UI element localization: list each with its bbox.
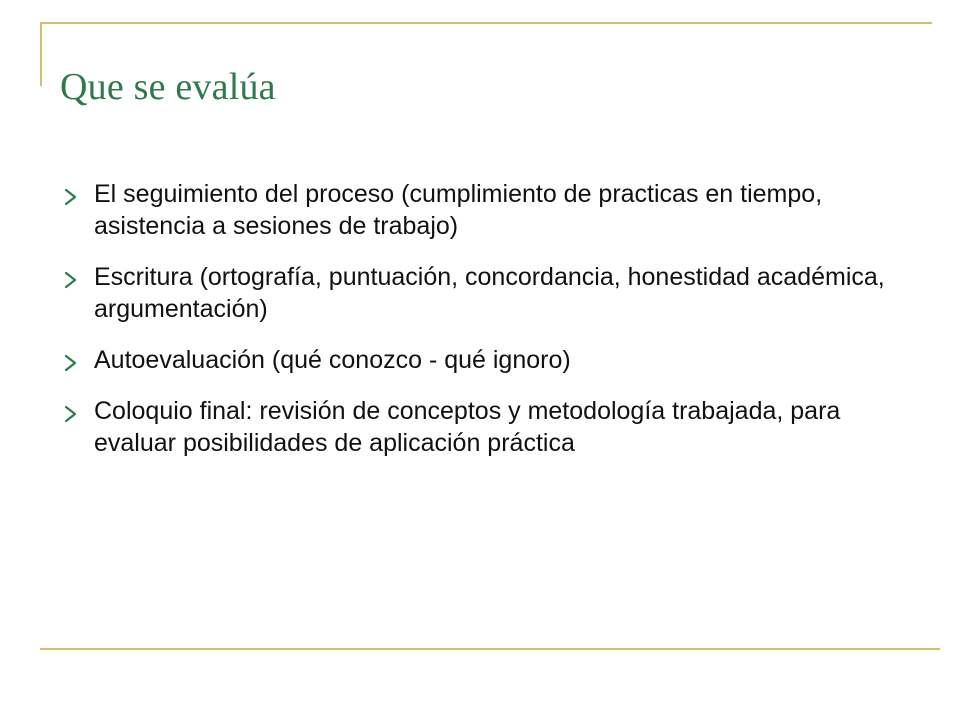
slide-title: Que se evalúa — [60, 66, 276, 108]
bullet-text: Escritura (ortografía, puntuación, concordancia, honestidad académica, argumentación) — [94, 263, 885, 323]
bullet-item — [62, 395, 912, 459]
bullet-item — [62, 178, 912, 242]
bottom-rule — [40, 648, 940, 650]
bullet-text: Autoevaluación (qué conozco - qué ignoro) — [94, 346, 571, 374]
arrow-right-icon — [62, 405, 80, 423]
left-rule — [40, 22, 42, 86]
top-rule — [40, 22, 932, 24]
arrow-right-icon — [62, 271, 80, 289]
bullet-text: El seguimiento del proceso (cumplimiento de practicas en tiempo, asistencia a sesiones de trabajo) — [94, 180, 823, 240]
arrow-right-icon — [62, 354, 80, 372]
bullet-text: Coloquio final: revisión de conceptos y metodología trabajada, para evaluar posibilidades de aplicación práctica — [94, 397, 841, 457]
bullet-list — [62, 178, 912, 478]
arrow-right-icon — [62, 188, 80, 206]
bullet-item — [62, 344, 912, 376]
bullet-item — [62, 261, 912, 325]
